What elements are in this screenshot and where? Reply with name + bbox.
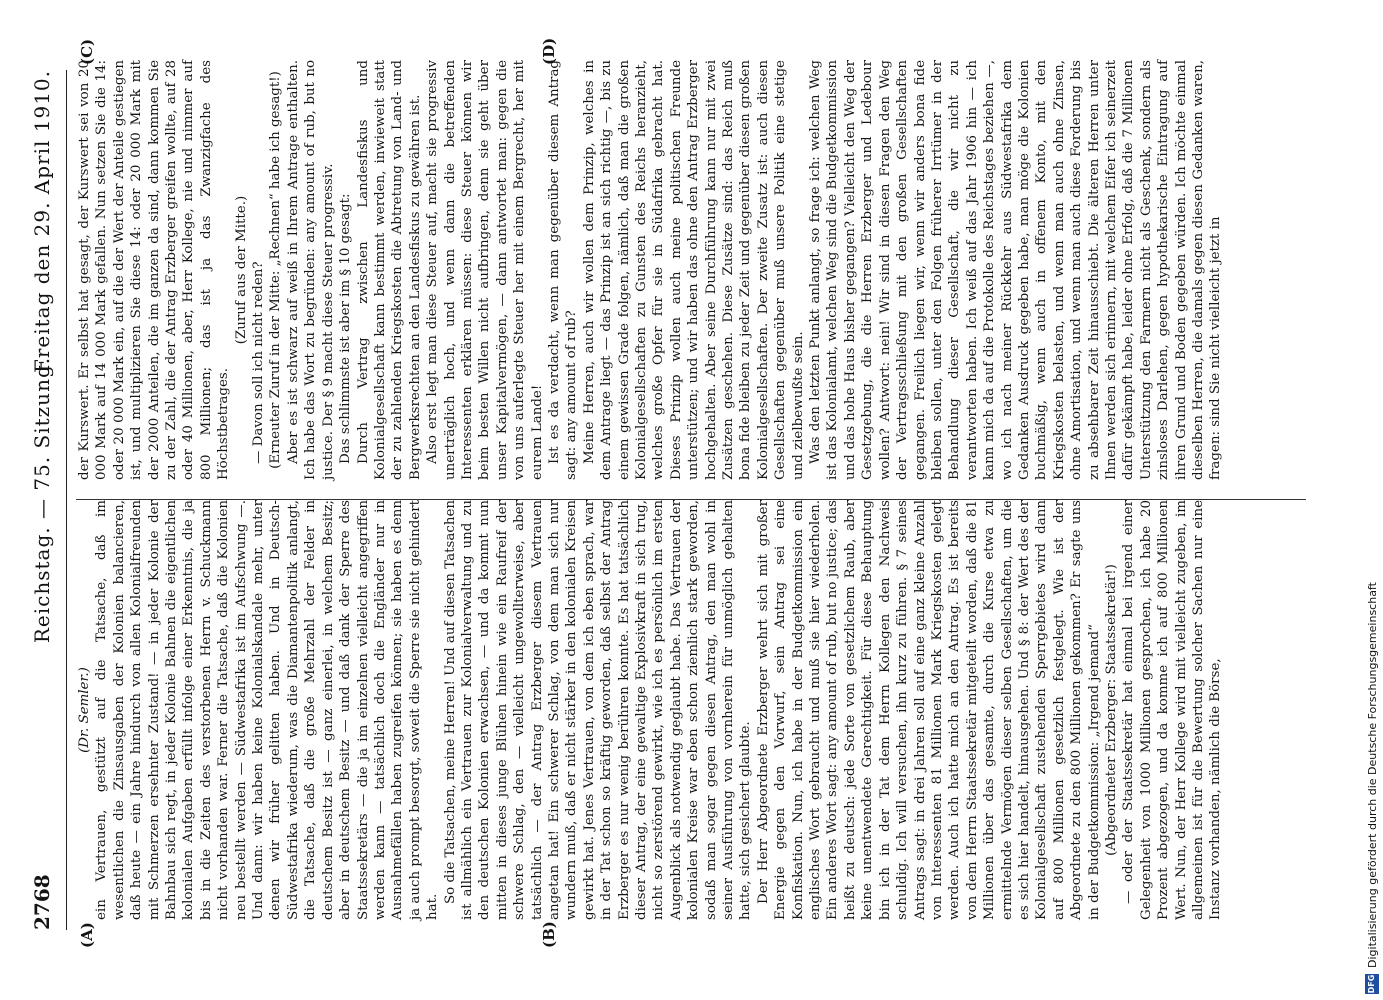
paragraph: — Davon soll ich nicht reden? [251,261,267,464]
right-column [76,60,1225,480]
margin-mark-d: (D) [540,37,558,65]
header-title: Reichstag. — 75. Sitzung. [30,356,54,644]
paragraph: Das schlimmste ist aber im § 10 gesagt: [338,193,354,464]
header-date: Freitag den 29. April 1910. [30,70,54,374]
paragraph: — oder der Staatssekretär hat einmal bei irgend einer Gelegenheit von 1000 Millionen gesprochen, ich habe 20 Prozent abgezogen, und da komme ich auf 800 Millionen Wert. Nun, der Herr Kollege wird mit vielleicht zugeben, im allgemeinen ist für die Bewertung solcher Sachen nur eine Instanz vorhanden, nämlich die Börse, [1121,500,1224,920]
paragraph: ein Vertrauen, gestützt auf die Tatsache, daß im wesentlichen die Zinsausgaben der Kolonien balancieren, daß heute — ein Jahre hindurch von allen Kolonialfreunden mit Schmerzen ersehnter Zustand! — in jeder Kolonie der Bahnbau sich regt, in jeder Kolonie Bahnen die eigentlichen kolonialen Aufgaben erfüllt infolge einer Erkenntnis, die ja bis in die Zeiten des verstorbenen Herrn v. Schuckmann nicht vorhanden war. Ferner die Tatsache, daß die Kolonien neu bestellt werden — Südwestafrika ist im Aufschwung —. Und dann: wir haben keine Kolonialskandale mehr, unter denen wir früher gelitten haben. Und in Deutsch-Südwestafrika wiederum, was die Diamantenpolitik anlangt, die Tatsache, daß die große Mehrzahl der Felder in deutschem Besitz ist — ganz einerlei, in welchem Besitz; aber in deutschem Besitz — und daß dank der Sperre des Staatssekretärs — die ja im einzelnen vielleicht angegriffen werden kann — tatsächlich doch die Engländer nur in Ausnahmefällen haben zugreifen können; sie haben es denn ja auch prompt besorgt, soweit die Sperre sie nicht gehindert hat. [94,500,441,920]
paragraph: Aber es ist schwarz auf weiß in Ihrem Antrage enthalten. Ich habe das Wort zu begründen: any amount of rub, but no justice. Der § 9 macht diese Steuer progressiv. [285,60,336,480]
margin-mark-a: (A) [78,922,96,948]
page-number: 2768 [30,874,54,930]
paragraph: Was den letzten Punkt anlangt, so frage ich: welchen Weg ist das Kolonialamt, welchen Weg sind die Budgetkommission und das hohe Haus bisher gegangen? Vielleicht den Weg der Gesetzgebung, die die Herren Erzberger und Ledebour wollen? Antwort: nein! Wir sind in diesen Fragen den Weg der Vertragsschließung mit den großen Gesellschaften gegangen. Freilich liegen wir, wenn wir anders bona fide bleiben sollen, unter den Folgen früherer Irrtümer in der Behandlung dieser Gesellschaft, die wir nicht zu verantworten haben. Ich weiß auf das Jahr 1906 hin — ich kann mich da auf die Protokolle des Reichstages beziehen —, wo ich nach meiner Rückkehr aus Südwestafrika dem Gedanken Ausdruck gegeben habe, man möge die Kolonien buchmäßig, wenn auch in offenem Konto, mit den Kriegskosten belasten, und wenn man auch ohne Zinsen, ohne Amortisation, und wenn man auch diese Forderung bis zu absehbarer Zeit hinausschiebt. Die älteren Herren unter Ihnen werden sich erinnern, mit welchem Eifer ich seinerzeit dafür gekämpft habe, leider ohne Erfolg, daß die 7 Millionen Unterstützung den Farmern nicht als Geschenk, sondern als zinsloses Darlehen, gegen hypothekarische Eintragung auf ihren Grund und Boden gegeben würden. Ich möchte einmal dieselben Herren, die damals gegen diesen Gedanken waren, fragen: sind Sie nicht vielleicht jetzt in [808,60,1224,480]
interjection: (Erneuter Zuruf in der Mitte: „Rechnen“ habe ich gesagt!) [268,71,284,469]
paragraph: So die Tatsachen, meine Herren! Und auf diesen Tatsachen ist allmählich ein Vertrauen zur Kolonialverwaltung und zu den deutschen Kolonien erwachsen, — und da kommt nun mitten in dieses junge Blühen hinein wie ein Raufreif der schwere Schlag, den — vielleicht ungewollterweise, aber tatsächlich — der Antrag Erzberger diesem Vertrauen angetan hat! Ein schwerer Schlag, von dem man sich nur wundern muß, daß er nicht stärker in den kolonialen Kreisen gewirkt hat. Jenes Vertrauen, von dem ich eben sprach, war in der Tat schon so kräftig geworden, daß selbst der Antrag Erzberger es nur wenig berühren konnte. Es hat tatsächlich dieser Antrag, der eine gewaltige Explosivkraft in sich trug, nicht so zerstörend gewirkt, wie ich es persönlich im ersten Augenblick als notwendig geglaubt habe. Das Vertrauen der kolonialen Kreise war eben schon ziemlich stark geworden, sodaß man sogar gegen diesen Antrag, den man wohl in seiner Ausführung von vornherein für unmöglich gehalten hatte, sich gesichert glaubte. [442,500,754,920]
paragraph: Der Herr Abgeordnete Erzberger wehrt sich mit großer Energie gegen den Vorwurf, sein Antrag sei eine Konfiskation. Nun, ich habe in der Budgetkommission ein englisches Wort gebraucht und muß sie hier wiederholen. Ein anderes Wort sagt: any amount of rub, but no justice; das heißt zu deutsch: jede Sorte von gesetzlichem Raub, aber keine unentwendete Gerechtigkeit. Für diese Behauptung bin ich in der Tat dem Herrn Kollegen den Nachweis schuldig. Ich will versuchen, ihn kurz zu führen. § 7 seines Antrags sagt: in drei Jahren soll auf eine ganz kleine Anzahl von Interessenten 81 Millionen Mark Kriegskosten gelegt werden. Auch ich hatte mich an den Antrag. Es ist bereits von dem Herrn Staatssekretär mitgeteilt worden, daß die 81 Millionen über das gesamte, durch die Kurse etwa zu ermittelnde Vermögen dieser selben Gesellschaften, um die es sich hier handelt, hinausgehen. Und § 8: der Wert des der Kolonialgesellschaft zustehenden Sperrgebietes wird dann auf 800 Millionen gesetzlich festgelegt. Wie ist der Abgeordnete zu den 800 Millionen gekommen? Er sagte uns in der Budgetkommission: „Irgend jemand“ [755,500,1102,920]
header-rule [66,70,67,930]
margin-mark-c: (C) [78,38,96,65]
speaker-tag: (Dr. Semler.) [77,667,92,753]
left-column [76,500,1225,920]
interjection: (Zuruf aus der Mitte.) [233,195,249,345]
margin-mark-b: (B) [540,921,558,948]
paragraph: Meine Herren, auch wir wollen dem Prinzip, welches in dem Antrage liegt — das Prinzip ist an sich richtig —, bis zu einem gewissen Grade folgen, nämlich, daß man die großen Kolonialgesellschaften zu Gunsten des Reichs heranzieht, welches große Opfer für sie in Südafrika gebracht hat. Dieses Prinzip wollen auch meine politischen Freunde unterstützen; und wir haben das ohne den Antrag Erzberger hochgehalten. Aber seine Durchführung kann nur mit zwei Zusätzen geschehen. Diese Zusätze sind: das Reich muß bona fide bleiben zu jeder Zeit und gegenüber diesen großen Kolonialgesellschaften. Der zweite Zusatz ist: auch diesen Gesellschaften gegenüber muß unsere Politik eine stetige und zielbewußte sein. [581,60,806,480]
quotation: Durch Vertrag zwischen Landesfiskus und Kolonialgesellschaft kann bestimmt werden, inwieweit statt der zu zahlenden Kriegskosten die Abtretung von Land- und Bergwerksrechten an den Landesfiskus zu gewähren ist. [355,60,423,480]
dfg-logo: DFG [1365,974,1379,994]
paragraph: Also erst legt man diese Steuer auf, macht sie progressiv unerträglich hoch, und wenn dann die betreffenden Interessenten erklären müssen: diese Steuer können wir beim besten Willen nicht aufbringen, denn sie geht über unser Kapitalvermögen, — dann antwortet man: gegen die von uns auferlegte Steuer her mit einem Bergrecht, her mit eurem Lande! [425,60,545,480]
paragraph: Ist es da verdacht, wenn man gegenüber diesem Antrag sagt: any amount of rub? [546,60,580,480]
digitization-credit-bar [1361,0,1383,1000]
column-divider [76,499,1306,500]
page-header [20,70,66,930]
digitization-credit: Digitalisierung gefördert durch die Deutsche Forschungsgemeinschaft [1366,582,1379,968]
interjection: (Abgeordneter Erzberger: Staatssekretär!) [1103,564,1119,856]
paragraph: der Kurswert. Er selbst hat gesagt, der Kurswert sei von 20 000 Mark auf 14 000 Mark gefallen. Nun setzen Sie die 14: oder 20 000 Mark ein, auf die der Wert der Anteile gestiegen ist, und multiplizieren Sie diese 14: oder 20 000 Mark mit der 2000 Anteilen, die im ganzen da sind, dann kommen Sie zu der Zahl, die der Antrag Erzberger greifen wollte, auf 28 oder 40 Millionen, aber, Herr Kollege, nie und nimmer auf 800 Millionen; das ist ja das Zwanzigfache des Höchstbetrages. [77,60,232,480]
